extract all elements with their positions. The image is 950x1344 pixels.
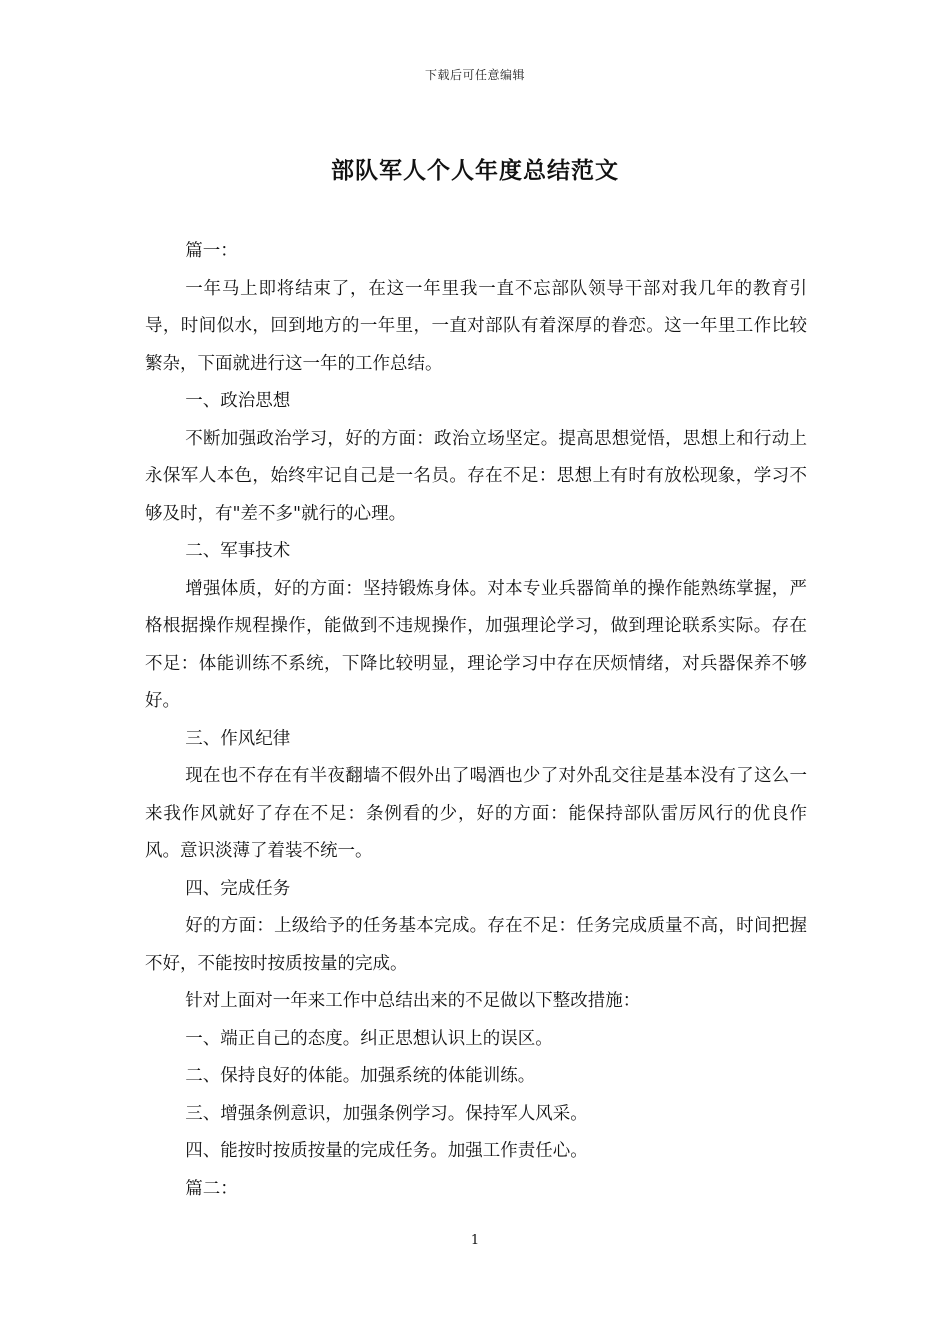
section-heading-military-skills: 二、军事技术 [185, 541, 291, 561]
section-heading-politics: 一、政治思想 [185, 391, 291, 411]
improvement-item-3: 三、增强条例意识，加强条例学习。保持军人风采。 [185, 1103, 588, 1124]
improvement-item-2: 二、保持良好的体能。加强系统的体能训练。 [185, 1066, 536, 1086]
intro-paragraph: 一年马上即将结束了，在这一年里我一直不忘部队领导干部对我几年的教育引导，时间似水，回到地方的一年里，一直对部队有着深厚的眷恋。这一年里工作比较繁杂，下面就进行这一年的工作总结。 [145, 278, 807, 374]
improvement-item-4: 四、能按时按质按量的完成任务。加强工作责任心。 [185, 1141, 588, 1161]
section-heading-tasks: 四、完成任务 [185, 878, 291, 899]
improvement-intro: 针对上面对一年来工作中总结出来的不足做以下整改措施： [185, 991, 641, 1011]
improvement-item-1: 一、端正自己的态度。纠正思想认识上的误区。 [185, 1028, 553, 1049]
section-heading-part-two: 篇二： [185, 1178, 238, 1199]
page-header: 下载后可任意编辑 [424, 68, 525, 82]
discipline-paragraph: 现在也不存在有半夜翻墙不假外出了喝酒也少了对外乱交往是基本没有了这么一来我作风就好了存在不足：条例看的少，好的方面：能保持部队雷厉风行的优良作风。意识淡薄了着装不统一。 [145, 766, 807, 861]
section-heading-part-one: 篇一： [185, 241, 238, 261]
section-heading-discipline: 三、作风纪律 [185, 728, 291, 749]
document-body [145, 233, 807, 1208]
military-skills-paragraph: 增强体质，好的方面：坚持锻炼身体。对本专业兵器简单的操作能熟练掌握，严格根据操作规程操作，能做到不违规操作，加强理论学习，做到理论联系实际。存在不足：体能训练不系统，下降比较明显，理论学习中存在厌烦情绪，对兵器保养不够好。 [145, 578, 807, 711]
page-number: 1 [470, 1233, 480, 1248]
document-title: 部队军人个人年度总结范文 [331, 157, 619, 184]
politics-paragraph: 不断加强政治学习，好的方面：政治立场坚定。提高思想觉悟，思想上和行动上永保军人本色，始终牢记自己是一名员。存在不足：思想上有时有放松现象，学习不够及时，有"差不多"就行的心理。 [145, 428, 807, 524]
tasks-paragraph: 好的方面：上级给予的任务基本完成。存在不足：任务完成质量不高，时间把握不好，不能按时按质按量的完成。 [145, 916, 807, 974]
